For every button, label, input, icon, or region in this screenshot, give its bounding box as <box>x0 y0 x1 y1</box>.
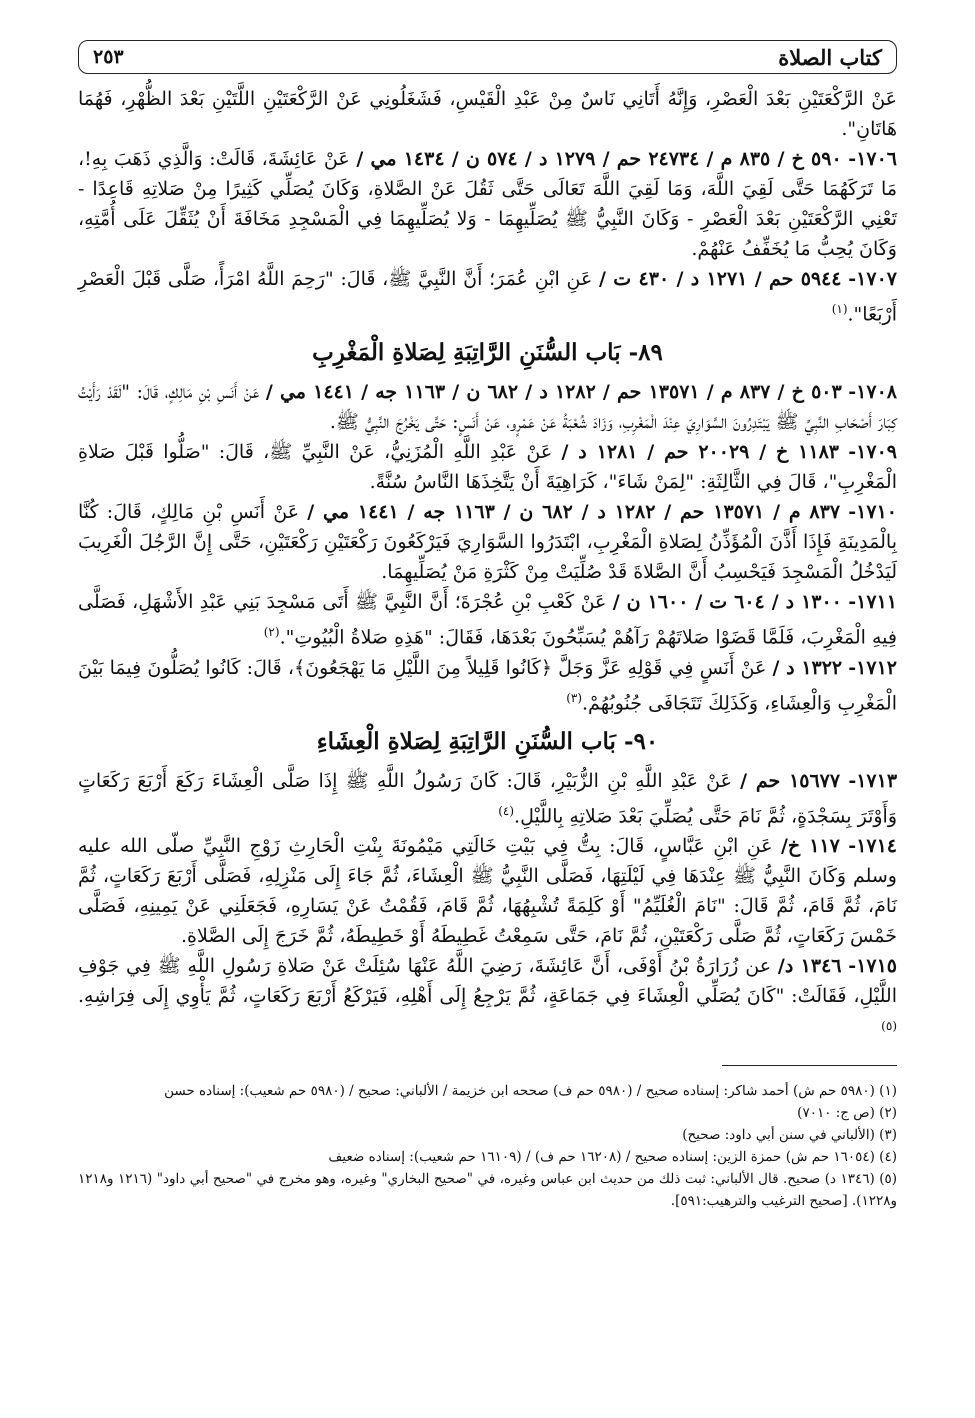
page-header <box>78 40 897 74</box>
footnotes <box>78 1080 897 1212</box>
hadith-sources: ١١٨٣ خ / ٢٠٠٢٩ حم / ١٢٨١ د / <box>561 441 839 464</box>
hadith-sources: ١٣٢٢ د / <box>772 656 843 679</box>
hadith-number: ١٧٠٦- <box>848 148 898 170</box>
hadith-text: عَنِ ابْنِ عُمَرَ؛ أَنَّ النَّبِيَّ ﷺ، قَالَ: "رَحِمَ اللَّهُ امْرَأً، صَلَّى قَبْلَ الْعَصْرِ أَرْبَعًا". <box>78 268 897 326</box>
hadith-paragraph <box>78 84 897 144</box>
hadith-number: ١٧١٠- <box>848 501 897 524</box>
hadith-text: عَنْ الرَّكْعَتَيْنِ بَعْدَ الْعَصْرِ، وَإِنَّهُ أَتَانِي نَاسٌ مِنْ عَبْدِ الْقَيْسِ، فَشَغَلُونِي عَنْ الرَّكْعَتَيْنِ اللَّتَيْنِ بَعْدَ الظُّهْرِ، فَهُمَا هَاتَانِ". <box>78 88 897 140</box>
hadith-sources: ١٥٦٧٧ حم / <box>740 769 841 792</box>
footnote-ref: (٢) <box>263 625 280 640</box>
chapter-heading: ٩٠- بَاب السُّنَنِ الرَّاتِبَةِ لِصَلاةِ الْعِشَاءِ <box>316 727 659 755</box>
footnote: (٥) (١٣٤٦ د) صحيح. قال الألباني: ثبت ذلك من حديث ابن عباس وغيره، في "صحيح البخاري" وغيره، وهو مخرج في "صحيح أبي داود" (١٢١٦ و١٢١٨ و١٢٢٨). [صحيح الترغيب والترهيب:٥٩١]. <box>78 1170 898 1209</box>
hadith-sources: ٥٩٠ خ / ٨٣٥ م / ٢٤٧٣٤ حم / ١٢٧٩ د / ٥٧٤ ن / ١٤٣٤ مي / <box>356 148 842 170</box>
hadith-text: عَنْ أَنَسِ بْنِ مَالِكٍ، قَالَ: كُنَّا بِالْمَدِينَةِ فَإِذَا أَذَّنَ الْمُؤَذِّنُ لِصَلاةِ الْمَغْرِبِ، ابْتَدَرُوا السَّوَارِيَ فَيَرْكَعُونَ رَكْعَتَيْنِ رَكْعَتَيْنِ، حَتَّى إِنَّ الرَّجُلَ الْغَرِيبَ لَيَدْخُلُ الْمَسْجِدَ فَيَحْسِبُ أَنَّ الصَّلاةَ قَدْ صُلِّيَتْ مِنْ كَثْرَةِ مَنْ يُصَلِّيهِمَا. <box>78 501 897 584</box>
hadith-text: عَنْ كَعْبِ بْنِ عُجْرَةَ؛ أَنَّ النَّبِيَّ ﷺ أَتَى مَسْجِدَ بَنِي عَبْدِ الأَشْهَلِ، فَصَلَّى فِيهِ الْمَغْرِبَ، فَلَمَّا قَضَوْا صَلاتَهُمْ رَآهُمْ يُسَبِّحُونَ بَعْدَهَا، فَقَالَ: "هَذِهِ صَلاةُ الْبُيُوتِ". <box>78 591 897 649</box>
footnote-ref: (٥) <box>881 1019 897 1034</box>
footnote: (٣) (الألباني في سنن أبي داود: صحيح) <box>682 1126 897 1143</box>
hadith-sources: ٥٩٤٤ حم / ١٢٧١ د / ٤٣٠ ت / <box>599 268 842 290</box>
hadith-sources: ١٣٤٦ د/ <box>777 955 842 978</box>
hadith-sources: ٨٣٧ م / ١٣٥٧١ حم / ١٢٨٢ د / ٦٨٢ ن / ١١٦٣ جه / ١٤٤١ مي / <box>307 501 841 524</box>
hadith-number: ١٧١٢- <box>848 656 897 679</box>
hadith-text: عَنْ أَنَسٍ فِي قَوْلِهِ عَزَّ وَجَلَّ ﴿كَانُوا قَلِيلاً مِنَ اللَّيْلِ مَا يَهْجَعُونَ﴾، قَالَ: كَانُوا يُصَلُّونَ فِيمَا بَيْنَ الْمَغْرِبِ وَالْعِشَاءِ، وَكَذَلِكَ تَتَجَافَى جُنُوبُهُمْ. <box>78 656 897 714</box>
hadith-text: عَنْ عَائِشَةَ، قَالَتْ: وَالَّذِي ذَهَبَ بِهِ!، مَا تَرَكَهُمَا حَتَّى لَقِيَ اللَّهَ، وَمَا لَقِيَ اللَّهَ تَعَالَى حَتَّى ثَقُلَ عَنْ الصَّلاةِ، وَكَانَ يُصَلِّي كَثِيرًا مِنْ صَلاتِهِ قَاعِدًا - تَعْنِي الرَّكْعَتَيْنِ بَعْدَ الْعَصْرِ - وَكَانَ النَّبِيُّ ﷺ يُصَلِّيهِمَا - وَلا يُصَلِّيهِمَا فِي الْمَسْجِدِ مَخَافَةَ أَنْ يُثَقِّلَ عَلَى أُمَّتِهِ، وَكَانَ يُحِبُّ مَا يُخَفِّفُ عَنْهُمْ. <box>78 148 897 260</box>
hadith-number: ١٧٠٧- <box>848 268 897 290</box>
hadith-number: ١٧١٤- <box>848 835 898 858</box>
hadith-text: عَنْ عَبْدِ اللَّهِ بْنِ الزُّبَيْرِ، قَالَ: كَانَ رَسُولُ اللَّهِ ﷺ إِذَا صَلَّى الْعِشَاءَ رَكَعَ أَرْبَعَ رَكَعَاتٍ وَأَوْتَرَ بِسَجْدَةٍ، ثُمَّ نَامَ حَتَّى يُصَلِّيَ بَعْدَ صَلاتِهِ بِاللَّيْلِ. <box>78 769 897 828</box>
hadith-text: عَنْ عَبْدِ اللَّهِ الْمُزَنِيُّ، عَنْ النَّبِيِّ ﷺ، قَالَ: "صَلُّوا قَبْلَ صَلاةِ الْمَغْرِبِ"، قَالَ فِي الثَّالِثَةِ: "لِمَنْ شَاءَ"، كَرَاهِيَةَ أَنْ يَتَّخِذَهَا النَّاسُ سُنَّةً. <box>78 441 897 494</box>
hadith-number: ١٧١١- <box>848 591 897 614</box>
hadith-paragraph <box>78 437 897 497</box>
hadith-number: ١٧١٣- <box>848 769 898 792</box>
hadith-paragraph <box>78 144 897 264</box>
hadith-text: عن زُرَارَةُ بْنُ أَوْفَى، أَنَّ عَائِشَةَ، رَضِيَ اللَّهُ عَنْهَا سُئِلَتْ عَنْ صَلاةِ رَسُولِ اللَّهِ ﷺ فِي جَوْفِ اللَّيْلِ، فَقَالَتْ: "كَانَ يُصَلِّي الْعِشَاءَ فِي جَمَاعَةٍ، ثُمَّ يَرْجِعُ إِلَى أَهْلِهِ، فَيَرْكَعُ أَرْبَعَ رَكَعَاتٍ، ثُمَّ يَأْوِي إِلَى فِرَاشِهِ. <box>78 955 897 1008</box>
hadith-sources: ١١٧ خ/ <box>780 835 840 858</box>
footnote: (٢) (ص ج: ٧٠١٠) <box>797 1104 897 1121</box>
hadith-paragraph <box>78 766 897 831</box>
hadith-paragraph <box>78 264 897 329</box>
hadith-number: ١٧١٥- <box>848 955 898 978</box>
hadith-sources: ١٣٠٠ د / ٦٠٤ ت / ١٦٠٠ ن / <box>612 591 842 614</box>
page-number: ٢٥٣ <box>93 46 124 68</box>
footnote: (١) (٥٩٨٠ حم ش) أحمد شاكر: إسناده صحيح / (٥٩٨٠ حم ف) صححه ابن خزيمة / الألباني: صحيح / (٥٩٨٠ حم شعيب): إسناده حسن <box>164 1082 897 1099</box>
footnote-ref: (٤) <box>498 803 515 818</box>
hadith-paragraph <box>78 497 897 587</box>
hadith-paragraph <box>78 951 897 1046</box>
hadith-text: عَنِ ابْنِ عَبَّاسٍ، قَالَ: بِتُّ فِي بَيْتِ خَالَتِي مَيْمُونَةَ بِنْتِ الْحَارِثِ زَوْجِ النَّبِيِّ صلّى الله عليه وسلم وَكَانَ النَّبِيُّ ﷺ عِنْدَهَا فِي لَيْلَتِهَا، فَصَلَّى النَّبِيُّ ﷺ الْعِشَاءَ، ثُمَّ جَاءَ إِلَى مَنْزِلِهِ، فَصَلَّى أَرْبَعَ رَكَعَاتٍ، ثُمَّ نَامَ، ثُمَّ قَامَ، ثُمَّ قَالَ: "نَامَ الْغُلَيِّمُ" أَوْ كَلِمَةً تُشْبِهُهَا، ثُمَّ قَامَ، فَقُمْتُ عَنْ يَسَارِهِ، فَجَعَلَنِي عَنْ يَمِينِهِ، فَصَلَّى خَمْسَ رَكَعَاتٍ، ثُمَّ صَلَّى رَكْعَتَيْنِ، ثُمَّ نَامَ، حَتَّى سَمِعْتُ غَطِيطَهُ أَوْ خَطِيطَهُ، ثُمَّ خَرَجَ إِلَى الصَّلاةِ. <box>78 835 897 948</box>
hadith-number: ١٧٠٨- <box>848 381 897 404</box>
footnote-ref: (٣) <box>566 690 583 705</box>
hadith-paragraph <box>78 831 897 951</box>
footnote-divider <box>722 1065 897 1066</box>
chapter-title: كتاب الصلاة <box>778 44 882 70</box>
footnote: (٤) (١٦٠٥٤ حم ش) حمزة الزين: إسناده صحيح / (١٦٢٠٨ حم ف) / (١٦١٠٩ حم شعيب): إسناده ضعيف <box>328 1148 897 1165</box>
hadith-paragraph <box>78 653 897 718</box>
footnote-ref: (١) <box>831 302 848 316</box>
hadith-sources: ٥٠٣ خ / ٨٣٧ م / ١٣٥٧١ حم / ١٢٨٢ د / ٦٨٢ ن / ١١٦٣ جه / ١٤٤١ مي / <box>265 381 842 404</box>
hadith-paragraph <box>78 377 897 437</box>
hadith-body <box>78 84 897 1047</box>
hadith-paragraph <box>78 587 897 652</box>
hadith-number: ١٧٠٩- <box>848 441 897 464</box>
chapter-heading: ٨٩- بَاب السُّنَنِ الرَّاتِبَةِ لِصَلاةِ الْمَغْرِبِ <box>312 339 663 367</box>
hadith-text: عَنْ أَنَسِ بْنِ مَالِكٍ، قَالَ: "لَقَدْ رَأَيْتُ كِبَارَ أَصْحَابِ النَّبِيِّ ﷺ يَبْتَدِرُونَ السَّوَارِيَ عِنْدَ الْمَغْرِبِ، وَزَادَ شُعْبَةُ عَنْ عَمْرٍو، عَنْ أَنَسٍ: حَتَّى يَخْرُجَ النَّبِيُّ ﷺ. <box>78 381 897 434</box>
